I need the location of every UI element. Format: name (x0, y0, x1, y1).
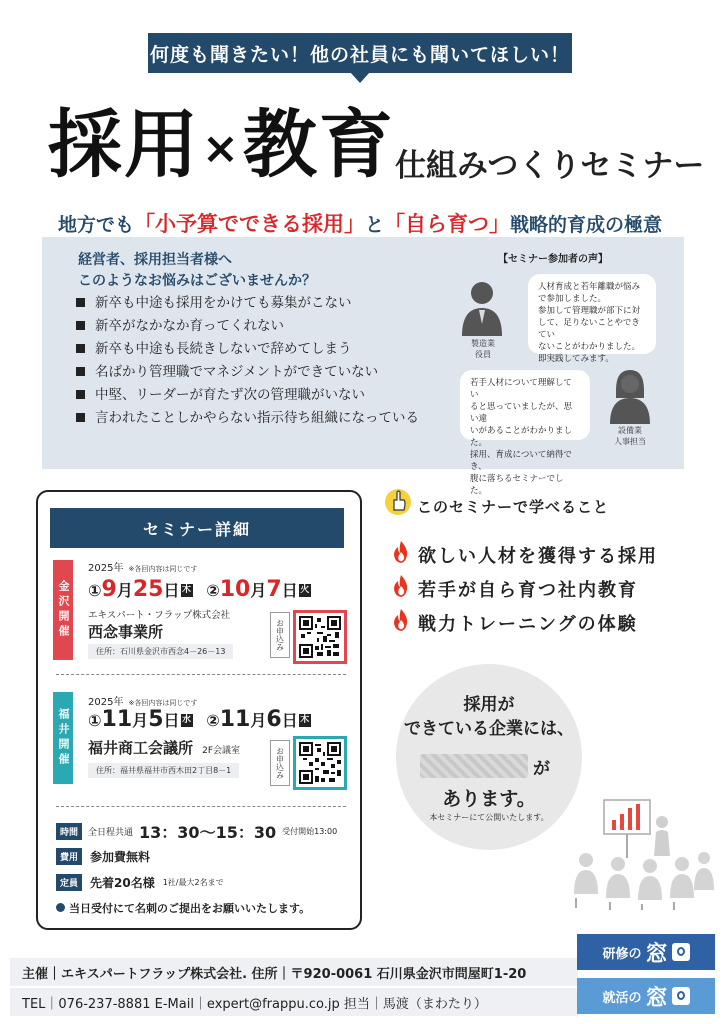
tagline-c: と (364, 214, 384, 236)
fukui-apply-label: お申込み (270, 740, 290, 786)
voice2-role (602, 425, 658, 447)
kanazawa-tab: 金沢開催 (53, 560, 73, 660)
month-kanji: 月 (132, 711, 149, 730)
kanazawa-d1-month: 9 (101, 577, 117, 602)
seminar-detail-heading: セミナー詳細 (50, 508, 344, 548)
circle-line1: 採用が (463, 695, 515, 715)
day-kanji: 日 (281, 711, 298, 730)
tagline-b: 「小予算でできる採用」 (133, 212, 365, 236)
square-bullet-icon (76, 321, 85, 330)
concern-heading-line2: このようなお悩みはございませんか？ (78, 273, 316, 289)
qr-code-icon (299, 742, 341, 784)
fukui-room: 2F会議室 (202, 746, 241, 756)
fukui-d2-num: ② (206, 711, 220, 730)
voice2-role1: 設備業 (618, 426, 642, 435)
circle-line3: が (533, 759, 550, 779)
title-part1: 採用 (48, 102, 200, 188)
banner-tail (350, 72, 370, 83)
square-bullet-icon (76, 367, 85, 376)
square-bullet-icon (76, 413, 85, 422)
kanazawa-company: エキスパート・フラップ株式会社 (88, 610, 231, 621)
voice1-line: 即実践してみます。 (538, 354, 614, 364)
kanazawa-d2-month: 10 (219, 577, 251, 602)
capacity-row (56, 874, 224, 891)
title-part2: 教育 (242, 102, 395, 188)
fukui-address: 住所：福井県福井市西木田2丁目8－1 (88, 763, 239, 778)
kanazawa-d1-num: ① (88, 581, 102, 600)
square-bullet-icon (76, 298, 85, 307)
hand-point-icon (384, 486, 412, 518)
voice2-line: 腹に落ちるセミナーでした。 (470, 474, 564, 496)
fukui-d1-month: 11 (101, 707, 133, 732)
window-logo-icon (672, 987, 690, 1005)
capacity-label: 定員 (56, 874, 82, 891)
kanazawa-note: ※各回内容は同じです (128, 565, 198, 573)
concern-text: 新卒がなかなか育ってくれない (95, 318, 284, 334)
voice1-line: 人材育成と若年離職が悩み (538, 282, 641, 292)
month-kanji: 月 (116, 581, 133, 600)
voice1-line: して、足りないことやできてい (538, 318, 640, 340)
voice2-bubble (460, 370, 590, 496)
fukui-venue-row (88, 737, 240, 758)
brand-shukatsu-logo[interactable] (577, 978, 715, 1014)
divider (56, 674, 346, 675)
tagline-a: 地方でも (57, 214, 134, 236)
footer-organizer: 主催｜エキスパートフラップ株式会社. 住所｜〒920-0061 石川県金沢市問屋町1-20 (10, 958, 578, 986)
time-prefix: 全日程共通 (88, 828, 134, 838)
concern-text: 言われたことしかやらない指示待ち組織になっている (95, 410, 419, 426)
top-banner (148, 33, 572, 73)
title-times: × (202, 123, 241, 175)
circle-line4: あります。 (442, 788, 536, 810)
learn-title: このセミナーで学べること (417, 498, 610, 516)
kanazawa-venue: 西念事業所 (88, 623, 164, 641)
brand-kenshu-logo[interactable] (577, 934, 715, 970)
voice1-role1: 製造業 (471, 339, 495, 348)
list-item (76, 407, 419, 430)
voice1-line: で参加しました。 (538, 294, 607, 304)
list-item (76, 315, 419, 338)
fukui-year: 2025年 (88, 697, 124, 708)
title-sub: 仕組みつくりセミナー (395, 148, 705, 184)
concern-list (76, 292, 419, 430)
capacity-value: 先着20名様 (90, 876, 155, 890)
voice1-line: ないことがわかりました。 (538, 342, 641, 352)
day-kanji: 日 (163, 711, 180, 730)
concern-heading (78, 250, 316, 292)
brand2-prefix: 就活の (602, 990, 642, 1006)
capacity-note: 1社/最大2名まで (162, 878, 224, 887)
qr-code-icon (299, 616, 341, 658)
circle-line2: できている企業には、 (404, 719, 574, 739)
divider (56, 806, 346, 807)
kanazawa-d2-weekday: 火 (300, 584, 310, 595)
list-item (76, 361, 419, 384)
tagline (30, 208, 690, 238)
kanazawa-year: 2025年 (88, 563, 124, 574)
time-value: 13：30～15：30 (139, 823, 277, 842)
day-kanji: 日 (163, 581, 180, 600)
square-bullet-icon (76, 344, 85, 353)
list-item (76, 338, 419, 361)
fukui-d2-weekday: 木 (300, 714, 310, 725)
time-note: 受付開始13:00 (282, 827, 338, 836)
voice1-role (456, 338, 510, 360)
kanazawa-year-row (88, 556, 197, 575)
brand1-big: 窓 (645, 941, 668, 967)
voice2-line: 採用、育成について納得でき、 (470, 450, 572, 472)
fire-icon (392, 608, 410, 632)
fukui-qr-code-icon[interactable] (293, 736, 347, 790)
concern-text: 名ばかり管理職でマネジメントができていない (95, 364, 379, 380)
month-kanji: 月 (250, 581, 267, 600)
concern-heading-line1: 経営者、採用担当者様へ (78, 252, 232, 268)
kanazawa-qr-code-icon[interactable] (293, 610, 347, 664)
kanazawa-d2-day: 7 (266, 577, 282, 602)
concern-text: 新卒も中途も採用をかけても募集がこない (95, 295, 352, 311)
time-label: 時間 (56, 823, 82, 840)
learn-item: 戦力トレーニングの体験 (418, 614, 638, 635)
concern-text: 中堅、リーダーが育たず次の管理職がいない (95, 387, 365, 403)
reception-note (56, 900, 310, 916)
time-row (56, 820, 337, 843)
person-icon (608, 368, 652, 424)
list-item (76, 384, 419, 407)
fee-label: 費用 (56, 848, 82, 865)
voice2-role2: 人事担当 (614, 437, 646, 446)
voice2-line: ると思っていましたが、思い違 (470, 402, 573, 424)
fukui-d1-num: ① (88, 711, 102, 730)
fukui-d2-month: 11 (219, 707, 251, 732)
concern-text: 新卒も中途も長続きしないで辞めてしまう (95, 341, 352, 357)
voice2-line: 若手人材について理解してい (470, 378, 572, 400)
learn-item: 欲しい人材を獲得する採用 (418, 546, 658, 567)
fukui-tab: 福井開催 (53, 692, 73, 784)
day-kanji: 日 (281, 581, 298, 600)
voice1-bubble (528, 274, 656, 364)
fee-value: 参加費無料 (90, 850, 151, 864)
month-kanji: 月 (250, 711, 267, 730)
voice1-line: 参加して管理職が部下に対 (538, 306, 641, 316)
banner-text: 何度も聞きたい！他の社員にも聞いてほしい！ (149, 43, 570, 66)
list-item (76, 292, 419, 315)
blurred-secret (420, 754, 528, 778)
dot-bullet-icon (56, 903, 65, 912)
brand1-prefix: 研修の (602, 946, 642, 962)
kanazawa-address: 住所：石川県金沢市西念4－26－13 (88, 644, 233, 659)
kanazawa-d1-weekday: 木 (182, 584, 192, 595)
tagline-e: 戦略的育成の極意 (510, 214, 663, 236)
fukui-d1-weekday: 水 (182, 714, 192, 725)
fire-icon (392, 574, 410, 598)
circle-note: 本セミナーにて公開いたします。 (429, 813, 549, 822)
emphasis-dots (424, 744, 528, 748)
tagline-d: 「自ら育つ」 (384, 212, 510, 236)
fee-row (56, 848, 150, 865)
kanazawa-dates (88, 577, 311, 602)
kanazawa-d1-day: 25 (132, 577, 164, 602)
fukui-venue: 福井商工会議所 (88, 739, 194, 757)
brand2-big: 窓 (645, 985, 668, 1011)
learn-item: 若手が自ら育つ社内教育 (418, 580, 638, 601)
square-bullet-icon (76, 390, 85, 399)
fukui-note: ※各回内容は同じです (128, 699, 198, 707)
fukui-d1-day: 5 (148, 707, 164, 732)
footer-contact: TEL｜076-237-8881 E-Mail｜expert@frappu.co.jp 担当｜馬渡（まわたり） (10, 988, 578, 1016)
kanazawa-apply-label: お申込み (270, 612, 290, 658)
person-icon (460, 280, 504, 336)
voices-title: 【セミナー参加者の声】 (498, 254, 608, 265)
window-logo-icon (672, 943, 690, 961)
voice1-role2: 役員 (475, 350, 491, 359)
main-title (48, 100, 395, 194)
kanazawa-d2-num: ② (206, 581, 220, 600)
fukui-d2-day: 6 (266, 707, 282, 732)
reception-text: 当日受付にて名刺のご提出をお願いいたします。 (69, 902, 311, 915)
presenter-icon (566, 798, 716, 910)
voice2-line: いがあることがわかりました。 (470, 426, 573, 448)
fire-icon (392, 540, 410, 564)
fukui-dates (88, 707, 311, 732)
